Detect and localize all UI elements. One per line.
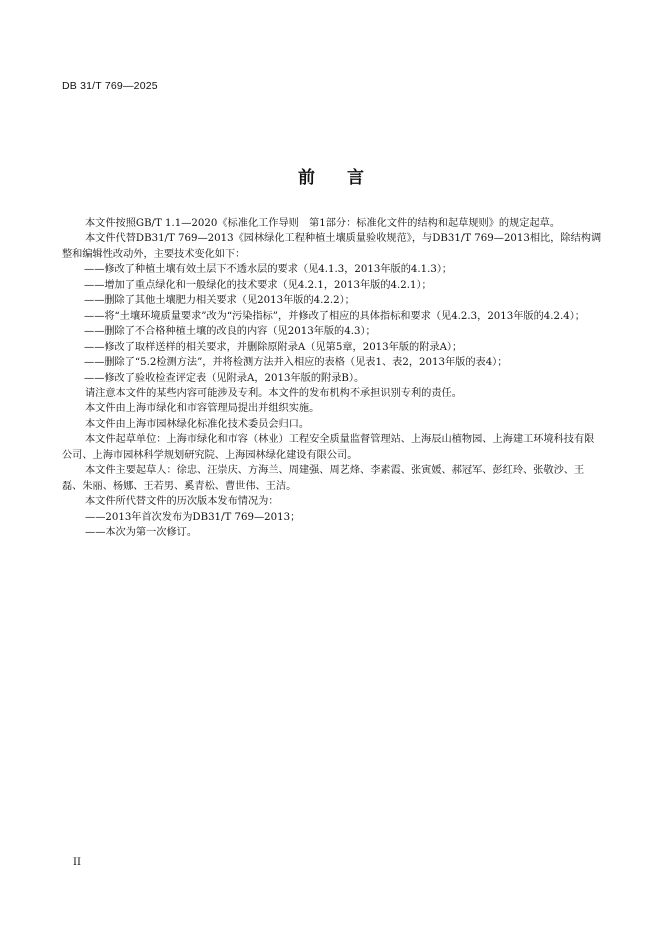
paragraph-drafting-rules: 本文件按照GB/T 1.1—2020《标准化工作导则 第1部分：标准化文件的结构和起草规则》的规定起草。 — [85, 218, 561, 229]
page-number: II — [73, 857, 81, 868]
change-item: ——修改了种植土壤有效土层下不透水层的要求（见4.1.3，2013年版的4.1.3）； — [84, 264, 453, 276]
paragraph-replacement: 本文件代替DB31/T 769—2013《园林绿化工程种植土壤质量验收规范》，与DB31/T 769—2013相比，除结构调整和编辑性改动外，主要技术变化如下： — [62, 233, 602, 260]
change-item: ——修改了验收检查评定表（见附录A，2013年版的附录B）。 — [84, 372, 365, 384]
change-item: ——删除了其他土壤肥力相关要求（见2013年版的4.2.2）； — [84, 295, 355, 307]
change-item: ——将“土壤环境质量要求”改为“污染指标”，并修改了相应的具体指标和要求（见4.2.3，2013年版的4.2.4）； — [84, 310, 585, 322]
paragraph-history: 本文件所代替文件的历次版本发布情况为： — [85, 496, 279, 508]
history-item: ——2013年首次发布为DB31/T 769—2013； — [85, 511, 301, 523]
document-number: DB 31/T 769—2025 — [62, 80, 158, 92]
change-item: ——删除了不合格种植土壤的改良的内容（见2013年版的4.3）； — [84, 326, 376, 338]
change-item: ——修改了取样送样的相关要求，并删除原附录A（见第5章，2013年版的附录A）； — [84, 341, 463, 353]
change-item: ——增加了重点绿化和一般绿化的技术要求（见4.2.1，2013年版的4.2.1）； — [84, 279, 432, 291]
page-title: 前言 — [298, 168, 396, 188]
paragraph-drafters: 本文件主要起草人：徐忠、汪崇庆、方海兰、周建强、周艺烽、李素霞、张寅媛、郝冠军、彭红玲、张敬沙、王磊、朱丽、杨娜、王若男、奚青松、曹世伟、王洁。 — [62, 465, 585, 492]
change-item: ——删除了“5.2检测方法”，并将检测方法并入相应的表格（见表1、表2，2013年版的表4）； — [84, 357, 508, 369]
paragraph-committee: 本文件由上海市园林绿化标准化技术委员会归口。 — [85, 418, 310, 430]
history-item: ——本次为第一次修订。 — [85, 527, 198, 539]
paragraph-patent-notice: 请注意本文件的某些内容可能涉及专利。本文件的发布机构不承担识别专利的责任。 — [85, 387, 462, 399]
paragraph-drafting-units: 本文件起草单位：上海市绿化和市容（林业）工程安全质量监督管理站、上海辰山植物园、上海建工环境科技有限公司、上海市园林科学规划研究院、上海园林绿化建设有限公司。 — [62, 434, 595, 461]
paragraph-proposer: 本文件由上海市绿化和市容管理局提出并组织实施。 — [85, 403, 320, 415]
foreword-body — [62, 216, 602, 541]
